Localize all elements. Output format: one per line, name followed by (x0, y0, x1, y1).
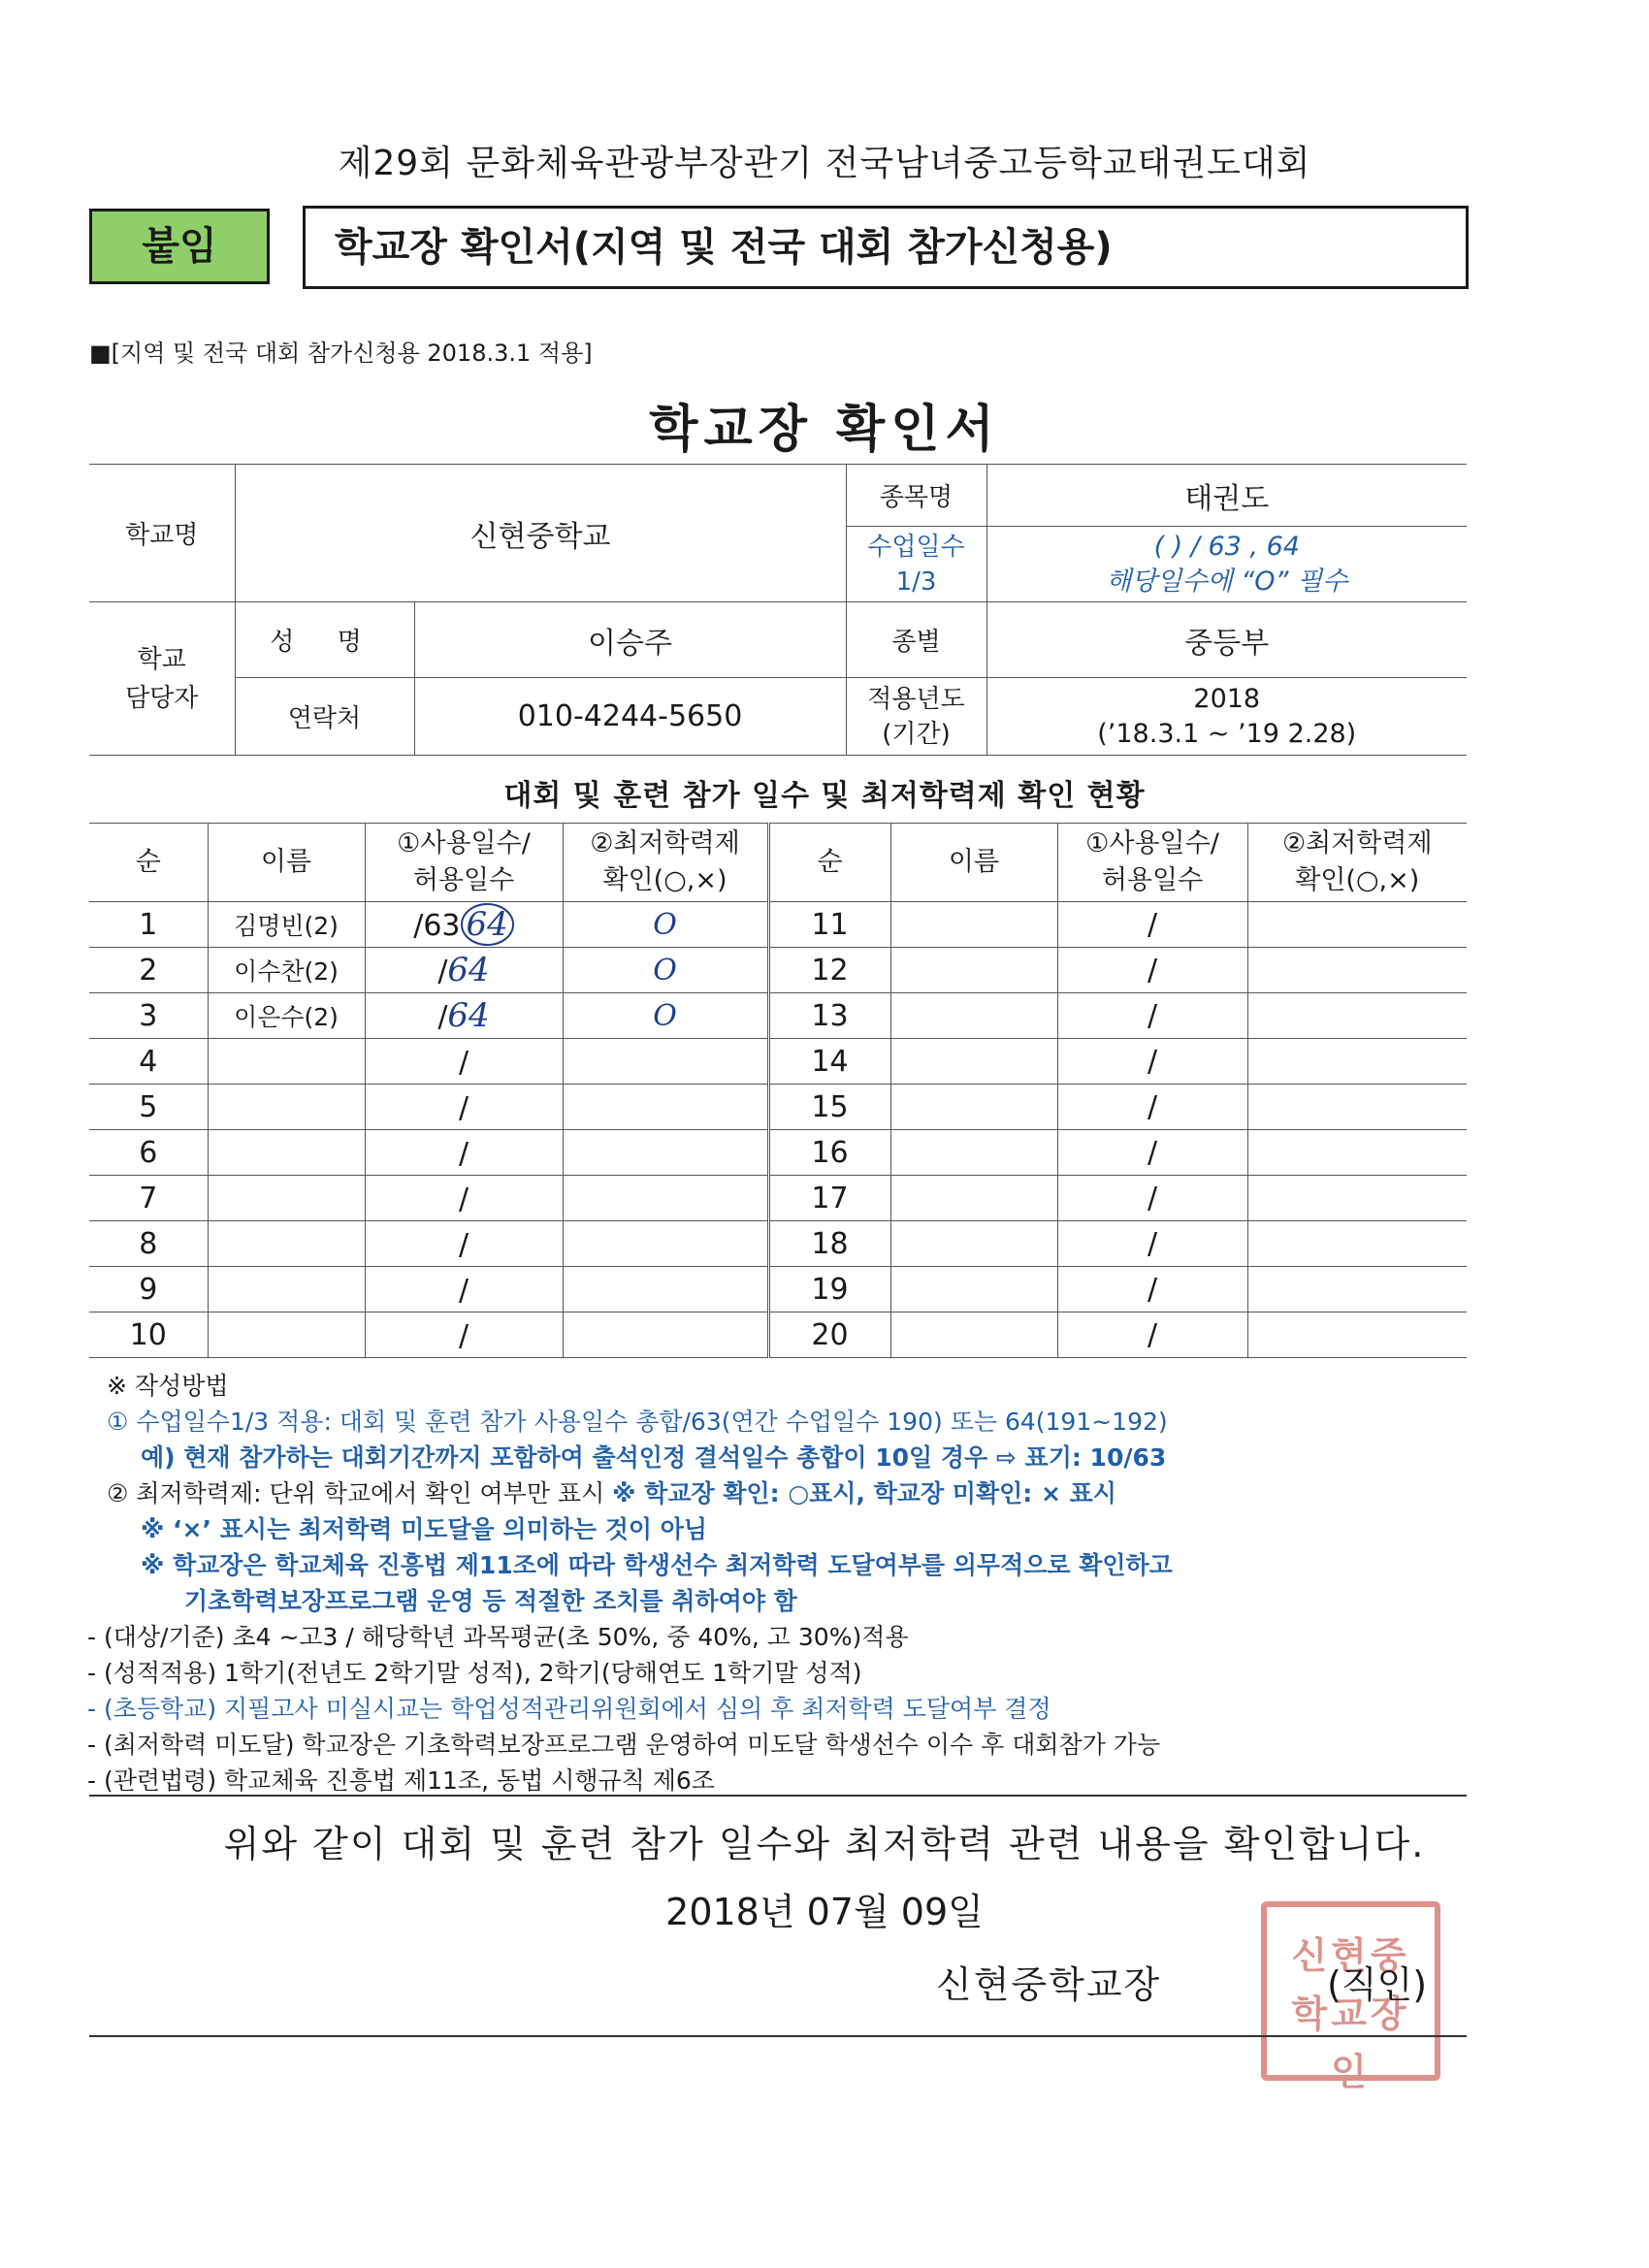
confirm-statement: 위와 같이 대회 및 훈련 참가 일수와 최저학력 관련 내용을 확인합니다. (223, 1823, 1426, 1865)
method-line6: 기초학력보장프로그램 운영 등 적절한 조치를 취하여야 함 (184, 1587, 797, 1615)
row-name-right (890, 1176, 1057, 1221)
staff-label (89, 602, 235, 756)
row-check: O (563, 902, 768, 948)
row-check-right (1247, 993, 1467, 1039)
row-name: 이수찬(2) (208, 948, 365, 993)
table-row (89, 1039, 1467, 1085)
row-name: 김명빈(2) (208, 902, 365, 948)
row-days-right: / (1057, 948, 1247, 993)
row-no: 10 (89, 1312, 208, 1358)
event-title: 제29회 문화체육관광부장관기 전국남녀중고등학교태권도대회 (338, 144, 1311, 183)
row-days (365, 1312, 563, 1358)
row-check-right (1247, 948, 1467, 993)
days-used: / (458, 1319, 469, 1353)
classdays-value (986, 527, 1467, 602)
school-info-table (89, 464, 1467, 756)
method-heading: ※ 작성방법 (107, 1372, 229, 1400)
row-no: 9 (89, 1267, 208, 1312)
header-min-line1: ②최저학력제 (590, 828, 740, 859)
row-name (208, 1221, 365, 1267)
row-no-right: 13 (768, 993, 890, 1039)
method-notes (87, 1368, 1484, 1798)
days-used: / (458, 1091, 469, 1125)
issue-date: 2018년 07월 09일 (665, 1891, 984, 1933)
row-days (365, 1085, 563, 1130)
status-title: 대회 및 훈련 참가 일수 및 최저학력제 확인 현황 (503, 779, 1146, 813)
row-name: 이은수(2) (208, 993, 365, 1039)
row-days (365, 993, 563, 1039)
row-name (208, 1267, 365, 1312)
row-check-right (1247, 1221, 1467, 1267)
row-no-right: 15 (768, 1085, 890, 1130)
row-days-right: / (1057, 1221, 1247, 1267)
method-line3b: ※ 학교장 확인: ○표시, 학교장 미확인: × 표시 (612, 1479, 1116, 1507)
table-row (89, 1312, 1467, 1358)
header-name: 이름 (208, 824, 365, 902)
header-days (365, 824, 563, 902)
table-row (89, 902, 1467, 948)
header-min-right (1247, 824, 1467, 902)
row-name-right (890, 948, 1057, 993)
row-check (563, 1085, 768, 1130)
header-min (563, 824, 768, 902)
row-check-right (1247, 1176, 1467, 1221)
row-no: 7 (89, 1176, 208, 1221)
row-no: 2 (89, 948, 208, 993)
row-days (365, 1176, 563, 1221)
apply-note: ■[지역 및 전국 대회 참가신청용 2018.3.1 적용] (89, 340, 593, 367)
header-days-line1: ①사용일수/ (397, 828, 531, 859)
header-name-right: 이름 (890, 824, 1057, 902)
year-value (986, 678, 1467, 756)
row-check: O (563, 993, 768, 1039)
year-label-line1: 적용년도 (867, 684, 965, 714)
classdays-value-line1: ( ) / 63 , 64 (1153, 531, 1300, 562)
days-allowed-handwritten: 64 (461, 903, 514, 946)
table-row (89, 948, 1467, 993)
row-no-right: 18 (768, 1221, 890, 1267)
method-line9: - (초등학교) 지필고사 미실시교는 학업성적관리위원회에서 심의 후 최저학력 도달여부 결정 (87, 1695, 1051, 1723)
sport-value: 태권도 (986, 465, 1467, 527)
row-check: O (563, 948, 768, 993)
method-line2: 예) 현재 참가하는 대회기간까지 포함하여 출석인정 결석일수 총합이 10일 경우 ⇨ 표기: 10/63 (141, 1443, 1167, 1472)
header-days-right-line2: 허용일수 (1101, 865, 1204, 895)
days-allowed-handwritten: 64 (447, 996, 490, 1035)
row-no-right: 11 (768, 902, 890, 948)
row-check-right (1247, 1130, 1467, 1176)
row-name-right (890, 993, 1057, 1039)
participants-body (89, 902, 1467, 1358)
name-label: 성 명 (235, 602, 414, 678)
row-name-right (890, 1085, 1057, 1130)
row-check (563, 1130, 768, 1176)
row-name (208, 1085, 365, 1130)
staff-label-line2: 담당자 (125, 683, 199, 713)
row-days (365, 1267, 563, 1312)
table-row (89, 1130, 1467, 1176)
divider-bottom (89, 2035, 1467, 2037)
row-name (208, 1130, 365, 1176)
row-check (563, 1221, 768, 1267)
row-days (365, 1039, 563, 1085)
row-name (208, 1312, 365, 1358)
method-line1: ① 수업일수1/3 적용: 대회 및 훈련 참가 사용일수 총합/63(연간 수업일수 190) 또는 64(191~192) (107, 1408, 1168, 1436)
table-row (89, 1176, 1467, 1221)
table-row (89, 993, 1467, 1039)
row-check-right (1247, 1039, 1467, 1085)
row-check (563, 1176, 768, 1221)
row-no: 8 (89, 1221, 208, 1267)
method-line3 (107, 1475, 1484, 1511)
participants-header-row (89, 824, 1467, 902)
contact-label: 연락처 (235, 678, 414, 756)
header-min-right-line1: ②최저학력제 (1281, 828, 1433, 859)
category-value: 중등부 (986, 602, 1467, 678)
row-days (365, 1221, 563, 1267)
year-label (846, 678, 986, 756)
staff-label-line1: 학교 (137, 644, 186, 674)
row-days-right: / (1057, 1130, 1247, 1176)
days-used: /63 (413, 909, 461, 943)
row-no-right: 19 (768, 1267, 890, 1312)
row-check-right (1247, 1267, 1467, 1312)
header-no: 순 (89, 824, 208, 902)
method-line11: - (관련법령) 학교체육 진흥법 제11조, 동법 시행규칙 제6조 (87, 1766, 715, 1795)
row-check-right (1247, 1312, 1467, 1358)
header-no-right: 순 (768, 824, 890, 902)
row-no: 4 (89, 1039, 208, 1085)
row-check-right (1247, 1085, 1467, 1130)
row-no: 5 (89, 1085, 208, 1130)
classdays-value-line2: 해당일수에 “O” 필수 (1106, 566, 1348, 597)
row-name (208, 1039, 365, 1085)
classdays-label-line1: 수업일수 (867, 532, 965, 562)
doc-title: 학교장 확인서 (649, 401, 1000, 459)
row-days (365, 1130, 563, 1176)
row-days-right: / (1057, 1085, 1247, 1130)
header-days-right (1057, 824, 1247, 902)
table-row (89, 1267, 1467, 1312)
year-value-line2: (’18.3.1 ~ ’19 2.28) (1097, 718, 1357, 749)
row-name-right (890, 1039, 1057, 1085)
row-name-right (890, 1312, 1057, 1358)
row-no: 3 (89, 993, 208, 1039)
days-used: / (458, 1274, 469, 1308)
year-label-line2: (기간) (882, 719, 951, 749)
row-days (365, 902, 563, 948)
header-min-line2: 확인(○,×) (602, 865, 728, 895)
method-line3a: ② 최저학력제: 단위 학교에서 확인 여부만 표시 (107, 1479, 613, 1507)
row-name-right (890, 1130, 1057, 1176)
row-no-right: 17 (768, 1176, 890, 1221)
days-used: / (437, 1000, 448, 1034)
row-no: 6 (89, 1130, 208, 1176)
row-name (208, 1176, 365, 1221)
row-check (563, 1312, 768, 1358)
row-check (563, 1267, 768, 1312)
row-name-right (890, 1267, 1057, 1312)
seal-note: (직인) (1327, 1963, 1428, 2006)
header-days-line2: 허용일수 (412, 865, 515, 895)
school-value: 신현중학교 (235, 465, 846, 602)
school-label: 학교명 (89, 465, 235, 602)
principal-name: 신현중학교장 (936, 1963, 1162, 2006)
row-days-right: / (1057, 1312, 1247, 1358)
sport-label: 종목명 (846, 465, 986, 527)
days-used: / (458, 1046, 469, 1080)
row-days-right: / (1057, 1176, 1247, 1221)
attach-badge: 붙임 (89, 209, 270, 284)
row-days-right: / (1057, 902, 1247, 948)
row-days-right: / (1057, 1267, 1247, 1312)
form-title: 학교장 확인서(지역 및 전국 대회 참가신청용) (303, 206, 1469, 289)
row-name-right (890, 1221, 1057, 1267)
row-check-right (1247, 902, 1467, 948)
header-min-right-line2: 확인(○,×) (1295, 865, 1420, 895)
row-name-right (890, 902, 1057, 948)
row-days-right: / (1057, 993, 1247, 1039)
name-value: 이승주 (414, 602, 846, 678)
days-used: / (437, 955, 448, 988)
days-used: / (458, 1183, 469, 1216)
header-days-right-line1: ①사용일수/ (1085, 828, 1219, 859)
classdays-label-line2: 1/3 (895, 567, 937, 597)
row-no-right: 12 (768, 948, 890, 993)
classdays-label (846, 527, 986, 602)
method-line8: - (성적적용) 1학기(전년도 2학기말 성적), 2학기(당해연도 1학기말 성적) (87, 1659, 862, 1687)
row-days (365, 948, 563, 993)
method-line7: - (대상/기준) 초4 ~고3 / 해당학년 과목평균(초 50%, 중 40%, 고 30%)적용 (87, 1623, 909, 1651)
method-line4: ※ ‘×’ 표시는 최저학력 미도달을 의미하는 것이 아님 (141, 1515, 708, 1543)
divider-top (89, 1795, 1467, 1797)
days-used: / (458, 1137, 469, 1171)
days-allowed-handwritten: 64 (447, 951, 490, 989)
table-row (89, 1085, 1467, 1130)
row-no-right: 14 (768, 1039, 890, 1085)
contact-value: 010-4244-5650 (414, 678, 846, 756)
row-no-right: 20 (768, 1312, 890, 1358)
participants-table (89, 823, 1467, 1358)
category-label: 종별 (846, 602, 986, 678)
seal-text: 신현중학교장인 (1291, 1934, 1410, 2093)
table-row (89, 1221, 1467, 1267)
year-value-line1: 2018 (1193, 683, 1261, 714)
row-no: 1 (89, 902, 208, 948)
row-no-right: 16 (768, 1130, 890, 1176)
row-days-right: / (1057, 1039, 1247, 1085)
method-line5: ※ 학교장은 학교체육 진흥법 제11조에 따라 학생선수 최저학력 도달여부를 의무적으로 확인하고 (141, 1551, 1173, 1579)
method-line10: - (최저학력 미도달) 학교장은 기초학력보장프로그램 운영하여 미도달 학생선수 이수 후 대회참가 가능 (87, 1731, 1161, 1759)
days-used: / (458, 1228, 469, 1262)
row-check (563, 1039, 768, 1085)
